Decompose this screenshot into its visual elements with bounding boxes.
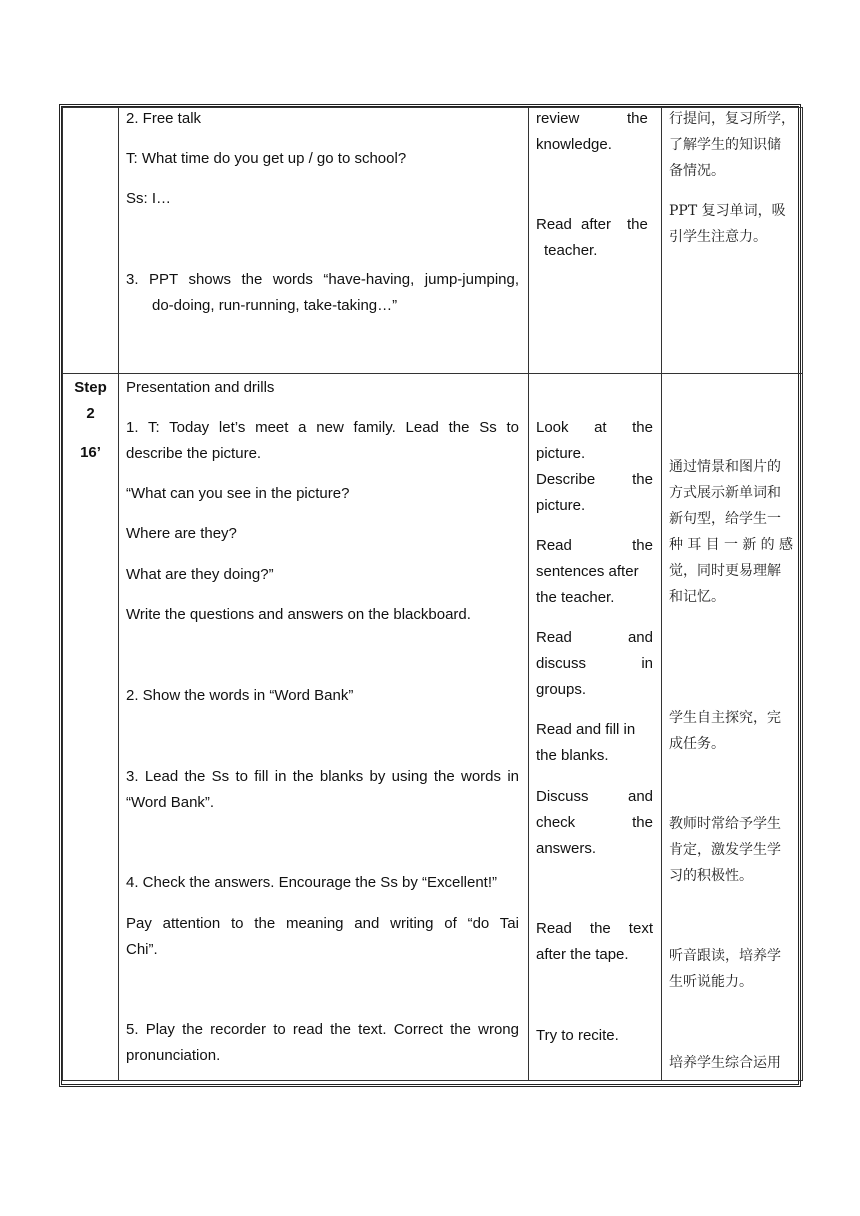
activity-line: Pay attention to the meaning and writing of “do Tai xyxy=(126,915,519,932)
activity-line: Presentation and drills xyxy=(126,379,275,396)
student-line: after xyxy=(581,216,612,233)
student-line: groups. xyxy=(536,681,587,698)
student-line: check the xyxy=(536,814,653,831)
student-line: Read the text xyxy=(536,920,653,937)
activity-line: 2. Show the words in “Word Bank” xyxy=(126,687,354,704)
student-line: Discuss and xyxy=(536,788,653,805)
student-line: sentences after xyxy=(536,563,639,580)
student-line: the blanks. xyxy=(536,747,609,764)
activity-line: do-doing, run-running, take-taking…” xyxy=(152,297,398,314)
student-line: teacher. xyxy=(544,242,598,259)
purpose-line: 了解学生的知识储 xyxy=(669,137,781,153)
activity-line: 1. T: Today let’s meet a new family. Lead the Ss to xyxy=(126,419,519,436)
purpose-line: 种耳目一新的感 xyxy=(669,537,793,553)
student-line: Try to recite. xyxy=(536,1027,619,1044)
purpose-line: 教师时常给予学生 xyxy=(669,816,781,832)
student-line: after the tape. xyxy=(536,946,629,963)
activity-line: T: What time do you get up / go to school? xyxy=(126,150,407,167)
purpose-line: PPT 复习单词，吸 xyxy=(669,203,786,219)
purpose-line: 习的积极性。 xyxy=(669,868,753,884)
student-line: the xyxy=(627,110,648,127)
student-line: the teacher. xyxy=(536,589,615,606)
purpose-line: 觉，同时更易理解 xyxy=(669,563,781,579)
student-line: Read the xyxy=(536,537,653,554)
student-line: the xyxy=(627,216,648,233)
teacher-activity-cell xyxy=(119,108,529,374)
activity-line: What are they doing?” xyxy=(126,566,274,583)
purpose-line: 通过情景和图片的 xyxy=(669,459,781,475)
lesson-plan-table xyxy=(62,107,803,1081)
purpose-line: 方式展示新单词和 xyxy=(669,485,781,501)
student-line: picture. xyxy=(536,445,586,462)
table-row xyxy=(63,108,803,374)
table-row xyxy=(63,374,803,1081)
purpose-line: 行提问，复习所学， xyxy=(669,111,795,127)
activity-line: 4. Check the answers. Encourage the Ss by “Excellent!” xyxy=(126,874,498,891)
student-line: knowledge. xyxy=(536,136,612,153)
purpose-line: 培养学生综合运用 xyxy=(669,1055,781,1071)
student-line: answers. xyxy=(536,840,597,857)
activity-line: “What can you see in the picture? xyxy=(126,485,350,502)
purpose-line: 学生自主探究，完 xyxy=(669,710,781,726)
purpose-line: 备情况。 xyxy=(669,163,725,179)
activity-line: “Word Bank”. xyxy=(126,794,215,811)
step-label: Step xyxy=(74,379,107,396)
student-line: Read and fill in xyxy=(536,721,636,738)
activity-line: 5. Play the recorder to read the text. Correct the wrong xyxy=(126,1021,519,1038)
step-time: 16’ xyxy=(80,444,101,461)
student-activity-cell xyxy=(529,374,662,1081)
step-cell xyxy=(63,108,119,374)
purpose-line: 肯定，激发学生学 xyxy=(669,842,781,858)
purpose-line: 和记忆。 xyxy=(669,589,725,605)
step-cell xyxy=(63,374,119,1081)
student-line: Read and xyxy=(536,629,653,646)
student-line: Describe the xyxy=(536,471,653,488)
activity-line: Ss: I… xyxy=(126,190,172,207)
activity-line: describe the picture. xyxy=(126,445,262,462)
purpose-cell xyxy=(662,108,803,374)
purpose-line: 引学生注意力。 xyxy=(669,229,767,245)
student-line: Look at the xyxy=(536,419,653,436)
student-line: picture. xyxy=(536,497,586,514)
activity-line: Chi”. xyxy=(126,941,158,958)
student-activity-cell xyxy=(529,108,662,374)
activity-line: 3. PPT shows the words “have-having, jump-jumping, xyxy=(126,271,519,288)
purpose-line: 新句型，给学生一 xyxy=(669,511,781,527)
student-line: Read xyxy=(536,216,572,233)
purpose-line: 生听说能力。 xyxy=(669,974,753,990)
purpose-cell xyxy=(662,374,803,1081)
activity-line: pronunciation. xyxy=(126,1047,221,1064)
activity-line: 2. Free talk xyxy=(126,110,202,127)
student-line: discuss in xyxy=(536,655,653,672)
purpose-line: 听音跟读，培养学 xyxy=(669,948,781,964)
activity-line: Where are they? xyxy=(126,525,237,542)
teacher-activity-cell xyxy=(119,374,529,1081)
purpose-line: 成任务。 xyxy=(669,736,725,752)
student-line: review xyxy=(536,110,580,127)
step-number: 2 xyxy=(86,405,95,422)
activity-line: Write the questions and answers on the blackboard. xyxy=(126,606,471,623)
activity-line: 3. Lead the Ss to fill in the blanks by using the words in xyxy=(126,768,519,785)
